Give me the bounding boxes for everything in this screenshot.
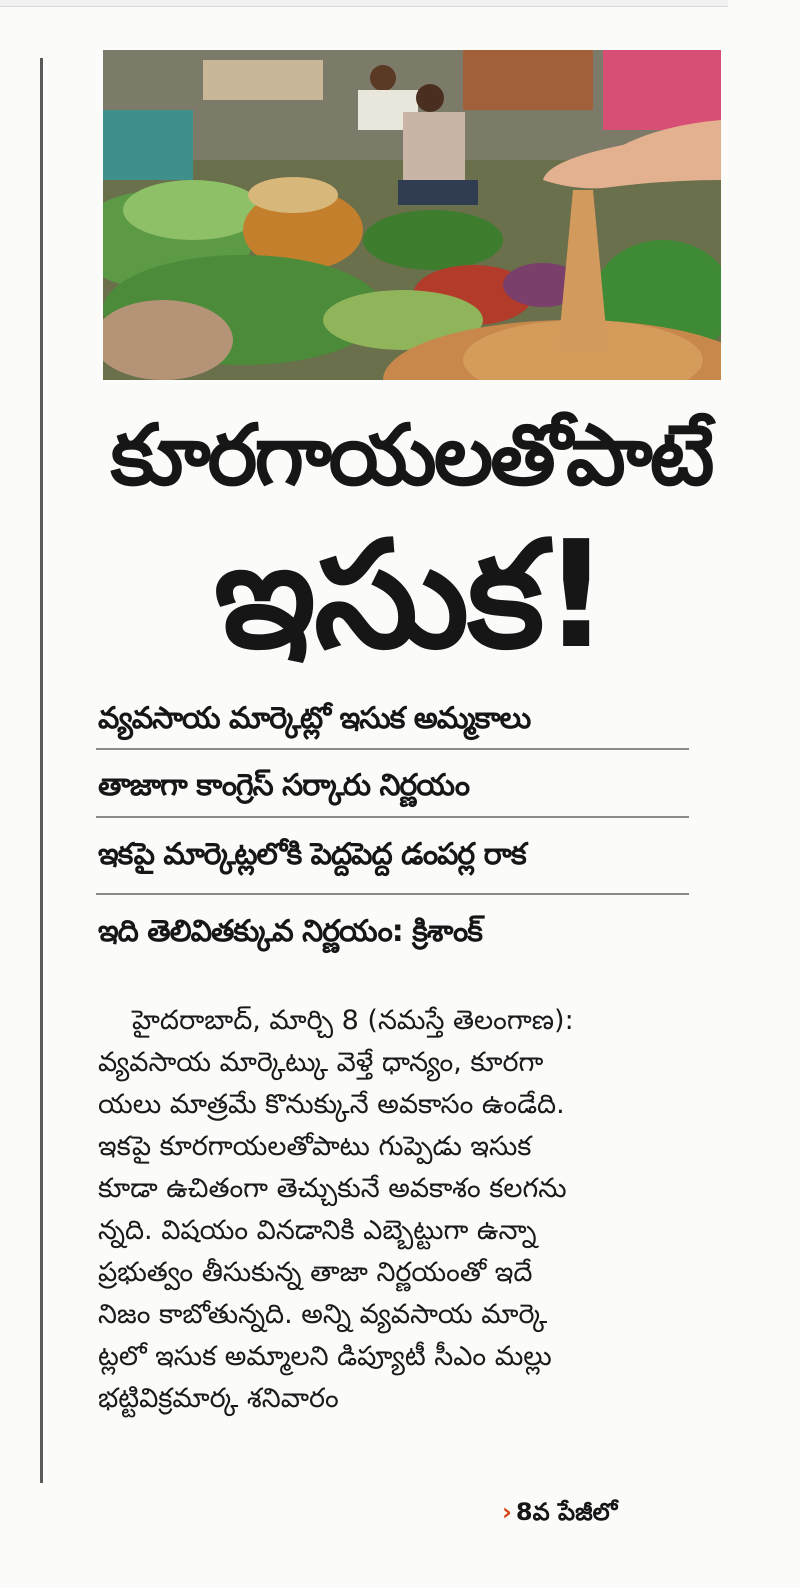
body-line: ట్లలో ఇసుక అమ్మాలని డిప్యూటీ సీఎం మల్లు — [98, 1341, 552, 1372]
body-line: యలు మాత్రమే కొనుక్కునే అవకాసం ఉండేది. — [98, 1089, 565, 1120]
chevron-right-icon: › — [502, 1498, 512, 1526]
body-line: ప్రభుత్వం తీసుకున్న తాజా నిర్ణయంతో ఇదే — [98, 1257, 533, 1288]
body-line: వ్యవసాయ మార్కెట్కు వెళ్తే ధాన్యం, కూరగా — [98, 1047, 544, 1078]
deck-rule — [96, 748, 689, 750]
deck-rule — [96, 816, 689, 818]
market-sand-photo — [103, 50, 721, 380]
body-line: కూడా ఉచితంగా తెచ్చుకునే అవకాశం కలగను — [98, 1173, 567, 1204]
body-line: నిజం కాబోతున్నది. అన్ని వ్యవసాయ మార్కె — [98, 1299, 548, 1330]
body-line: న్నది. విషయం వినడానికి ఎబ్బెట్టుగా ఉన్నా — [98, 1215, 537, 1246]
deck-line-1: వ్యవసాయ మార్కెట్లో ఇసుక అమ్మకాలు — [98, 701, 531, 736]
deck-line-3: ఇకపై మార్కెట్లలోకి పెద్దపెద్ద డంపర్ల రాక — [98, 837, 526, 872]
body-line: భట్టివిక్రమార్క శనివారం — [98, 1383, 339, 1414]
headline-line-1: కూరగాయలతోపాటే — [110, 406, 712, 504]
continued-label: 8వ పేజీలో — [515, 1498, 618, 1526]
column-rule — [40, 58, 43, 1483]
headline-line-2: ఇసుక! — [214, 509, 608, 681]
deck-line-2: తాజాగా కాంగ్రెస్ సర్కారు నిర్ణయం — [98, 768, 470, 803]
deck-line-4: ఇది తెలివితక్కువ నిర్ణయం: క్రిశాంక్ — [98, 914, 482, 949]
article-body — [98, 1000, 722, 1420]
body-line: ఇకపై కూరగాయలతోపాటు గుప్పెడు ఇసుక — [98, 1131, 532, 1162]
deck-rule — [96, 893, 689, 895]
continued-on-page — [502, 1498, 617, 1532]
page-top-edge — [0, 0, 728, 7]
body-line: హైదరాబాద్, మార్చి 8 (నమస్తే తెలంగాణ): — [132, 1005, 574, 1036]
